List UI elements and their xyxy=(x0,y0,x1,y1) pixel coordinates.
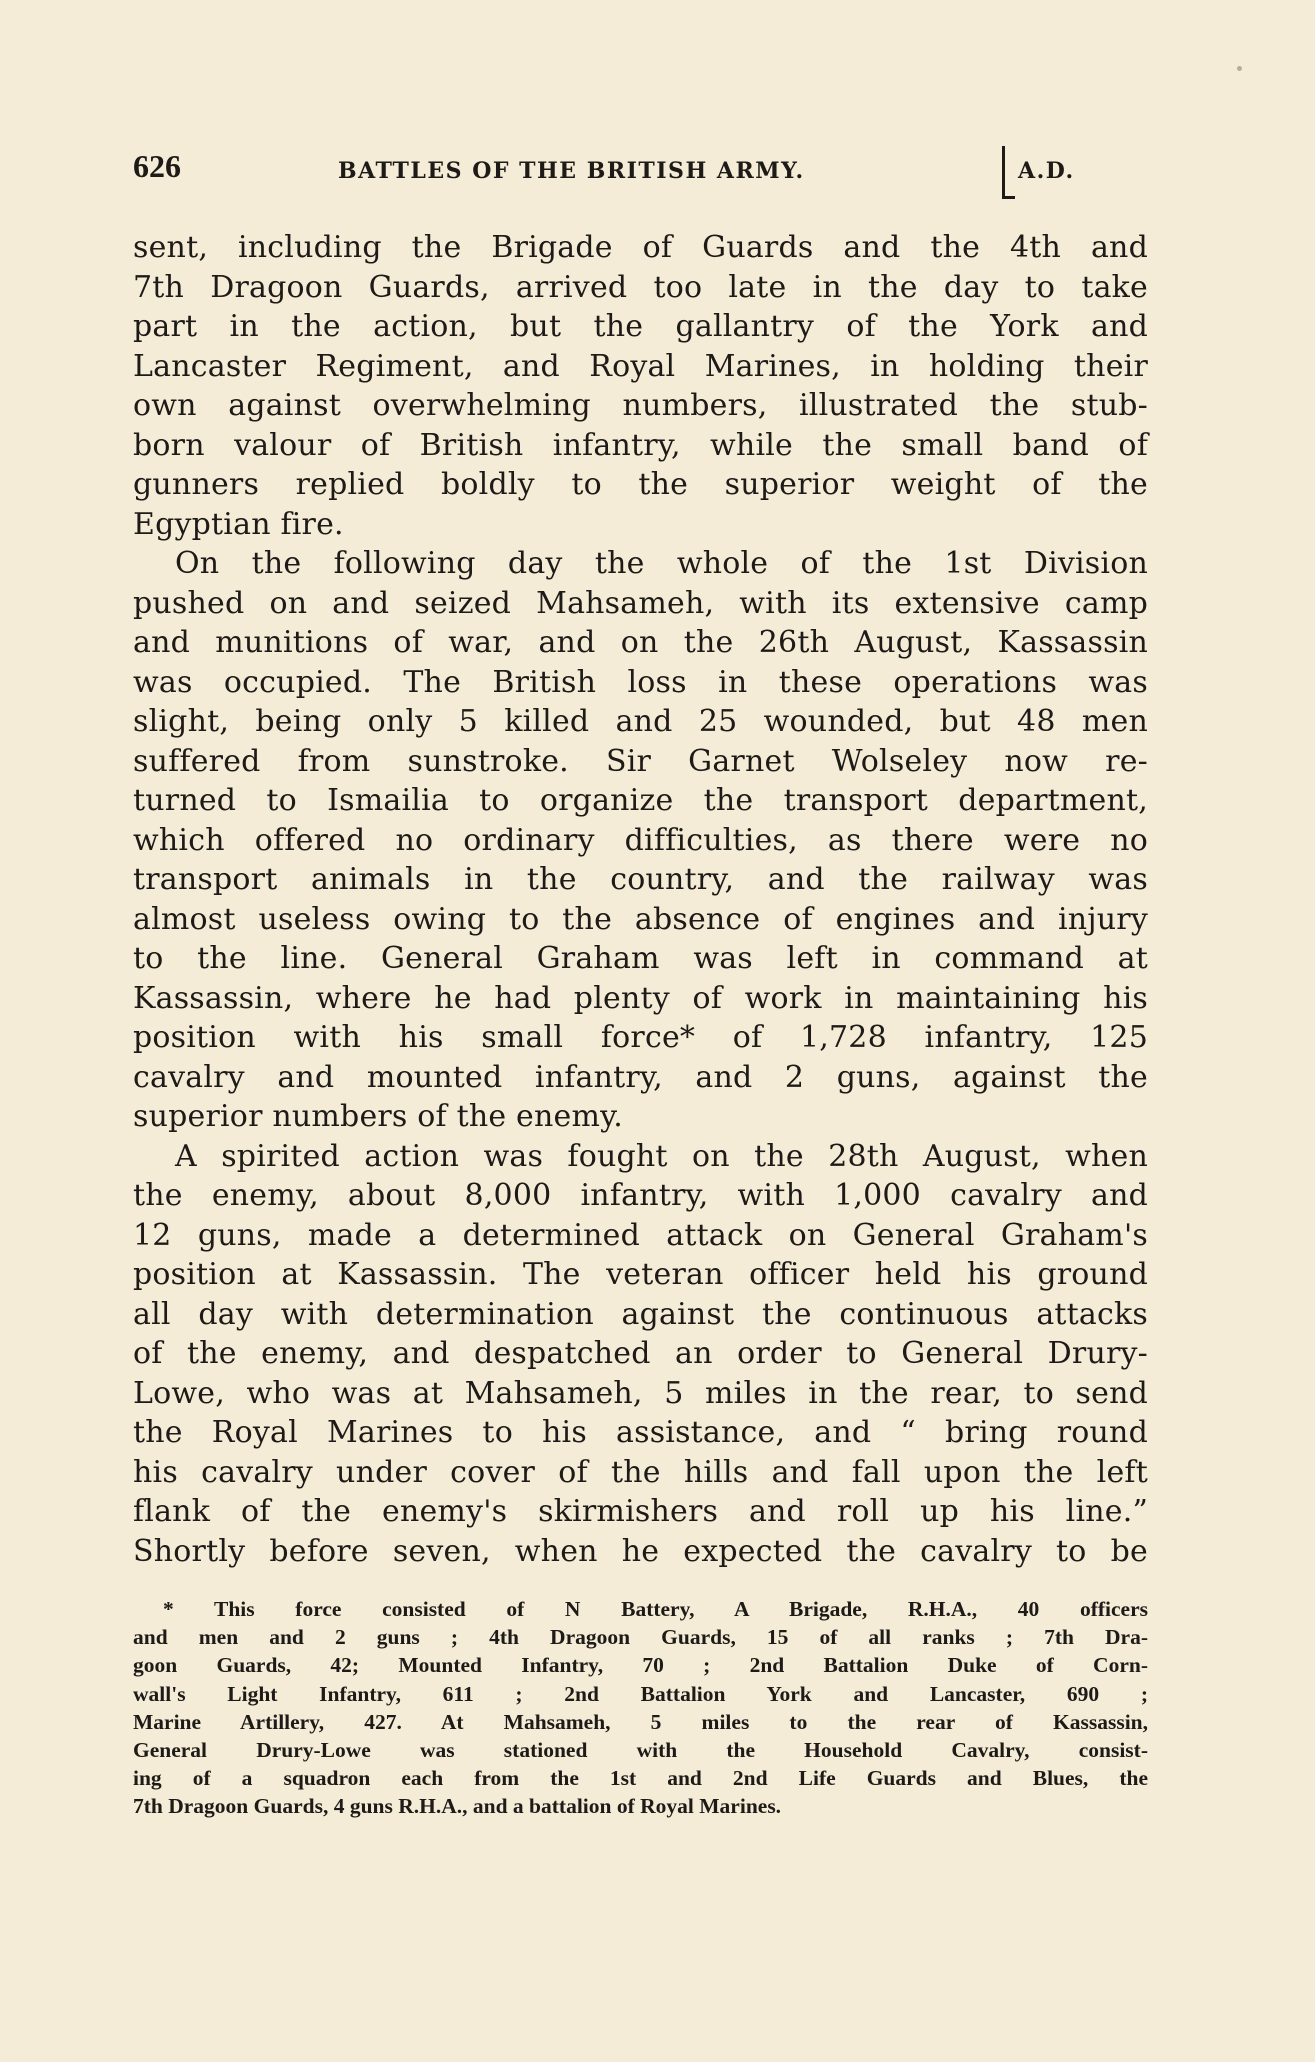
body-line: and munitions of war, and on the 26th August, Kassassin xyxy=(133,625,1148,660)
body-line: the Royal Marines to his assistance, and “ bring round xyxy=(133,1415,1148,1450)
page-number: 626 xyxy=(133,148,181,184)
body-line: was occupied. The British loss in these operations was xyxy=(133,664,1148,700)
body-line: Shortly before seven, when he expected the cavalry to be xyxy=(133,1533,1148,1569)
body-line: pushed on and seized Mahsameh, with its extensive camp xyxy=(133,585,1148,621)
footnote-line: and men and 2 guns ; 4th Dragoon Guards, 15 of all ranks ; 7th Dra- xyxy=(133,1625,1148,1650)
header-bracket xyxy=(1002,146,1015,199)
body-line: of the enemy, and despatched an order to General Drury- xyxy=(133,1336,1148,1371)
body-line: suffered from sunstroke. Sir Garnet Wolseley now re- xyxy=(133,743,1148,779)
body-line: flank of the enemy's skirmishers and roll up his line.” xyxy=(133,1494,1148,1529)
body-line: which offered no ordinary difficulties, as there were no xyxy=(133,822,1148,858)
running-header xyxy=(133,146,1133,196)
footnote-line: * This force consisted of N Battery, A Brigade, R.H.A., 40 officers xyxy=(163,1597,1148,1621)
body-line: born valour of British infantry, while the small band of xyxy=(133,427,1148,463)
body-line: 12 guns, made a determined attack on General Graham's xyxy=(133,1217,1148,1253)
footnote-line: ing of a squadron each from the 1st and 2nd Life Guards and Blues, the xyxy=(133,1766,1148,1791)
body-line: 7th Dragoon Guards, arrived too late in the day to take xyxy=(133,269,1148,305)
body-line: cavalry and mounted infantry, and 2 guns, against the xyxy=(133,1059,1148,1095)
body-line: Lancaster Regiment, and Royal Marines, in holding their xyxy=(133,348,1148,384)
body-text xyxy=(133,228,1148,1571)
body-line: A spirited action was fought on the 28th August, when xyxy=(175,1138,1148,1174)
body-line: all day with determination against the continuous attacks xyxy=(133,1296,1148,1332)
body-line: turned to Ismailia to organize the transport department, xyxy=(133,783,1148,818)
footnote-block xyxy=(133,1595,1148,1821)
body-line: position with his small force* of 1,728 infantry, 125 xyxy=(133,1020,1148,1055)
body-line: sent, including the Brigade of Guards and the 4th and xyxy=(133,230,1148,265)
body-line: the enemy, about 8,000 infantry, with 1,000 cavalry and xyxy=(133,1178,1148,1213)
body-line: to the line. General Graham was left in command at xyxy=(133,941,1148,976)
footnote-line: wall's Light Infantry, 611 ; 2nd Battalion York and Lancaster, 690 ; xyxy=(133,1681,1148,1706)
body-line: On the following day the whole of the 1st Division xyxy=(175,546,1148,581)
running-title: BATTLES OF THE BRITISH ARMY. xyxy=(338,158,805,184)
body-line: Lowe, who was at Mahsameh, 5 miles in the rear, to send xyxy=(133,1375,1148,1411)
header-period: A.D. xyxy=(1018,158,1075,184)
body-line: his cavalry under cover of the hills and fall upon the left xyxy=(133,1454,1148,1490)
body-line: Kassassin, where he had plenty of work in maintaining his xyxy=(133,980,1148,1016)
body-line: superior numbers of the enemy. xyxy=(133,1099,624,1134)
footnote-line: Marine Artillery, 427. At Mahsameh, 5 miles to the rear of Kassassin, xyxy=(133,1709,1148,1734)
paper-speck xyxy=(1237,66,1242,71)
body-line: part in the action, but the gallantry of the York and xyxy=(133,309,1148,344)
footnote-line: General Drury-Lowe was stationed with the Household Cavalry, consist- xyxy=(133,1737,1148,1762)
body-line: gunners replied boldly to the superior weight of the xyxy=(133,467,1148,502)
body-line: almost useless owing to the absence of engines and injury xyxy=(133,901,1148,937)
body-line: slight, being only 5 killed and 25 wounded, but 48 men xyxy=(133,704,1148,739)
body-line: position at Kassassin. The veteran officer held his ground xyxy=(133,1257,1148,1292)
body-line: transport animals in the country, and the railway was xyxy=(133,862,1148,897)
footnote-line: 7th Dragoon Guards, 4 guns R.H.A., and a battalion of Royal Marines. xyxy=(133,1794,782,1819)
body-line: own against overwhelming numbers, illustrated the stub- xyxy=(133,388,1148,423)
body-line: Egyptian fire. xyxy=(133,506,344,542)
footnote-line: goon Guards, 42; Mounted Infantry, 70 ; 2nd Battalion Duke of Corn- xyxy=(133,1653,1148,1678)
